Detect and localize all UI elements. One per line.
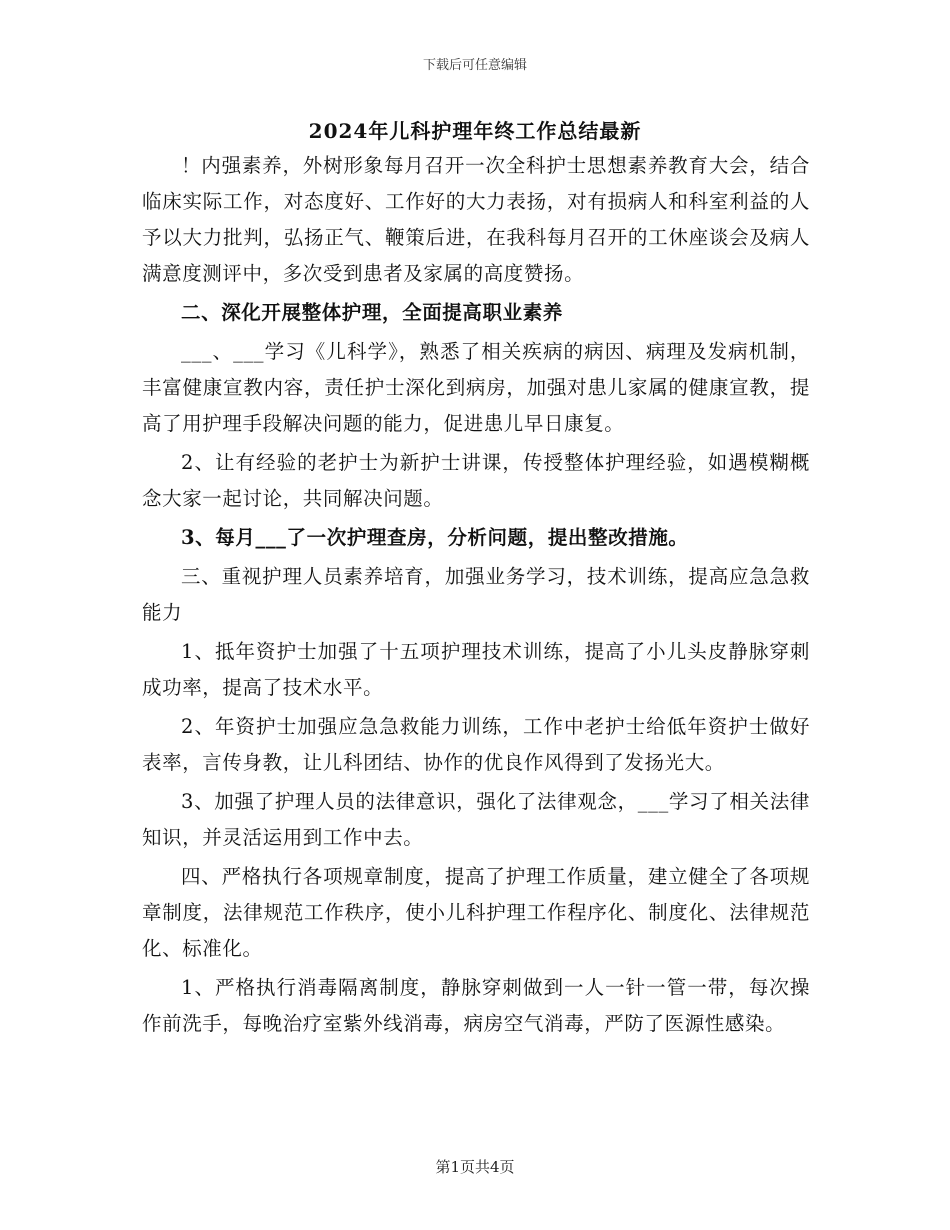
section-heading-4: 四、严格执行各项规章制度，提高了护理工作质量，建立健全了各项规章制度，法律规范工作秩序，使小儿科护理工作程序化、制度化、法律规范化、标准化。: [142, 865, 810, 960]
download-note: 下载后可任意编辑: [422, 58, 527, 73]
section-heading-2: 二、深化开展整体护理，全面提高职业素养: [181, 301, 563, 324]
document-body: [142, 148, 810, 1045]
paragraph-technical-training: 1、抵年资护士加强了十五项护理技术训练，提高了小儿头皮静脉穿刺成功率，提高了技术水平。: [142, 640, 810, 699]
paragraph-legal-awareness: 3、加强了护理人员的法律意识，强化了法律观念，___学习了相关法律知识，并灵活运用到工作中去。: [142, 790, 810, 849]
paragraph-internal-quality: ！内强素养，外树形象每月召开一次全科护士思想素养教育大会，结合临床实际工作，对态度好、工作好的大力表扬，对有损病人和科室利益的人予以大力批判，弘扬正气、鞭策后进，在我科每月召开的工休座谈会及病人满意度测评中，多次受到患者及家属的高度赞扬。: [142, 154, 810, 285]
paragraph-senior-nurse-lectures: 2、让有经验的老护士为新护士讲课，传授整体护理经验，如遇模糊概念大家一起讨论，共同解决问题。: [142, 451, 810, 510]
paragraph-study-pediatrics: ___、___学习《儿科学》，熟悉了相关疾病的病因、病理及发病机制，丰富健康宣教内容，责任护士深化到病房，加强对患儿家属的健康宣教，提高了用护理手段解决问题的能力，促进患儿早日康复。: [142, 340, 810, 435]
paragraph-emergency-training: 2、年资护士加强应急急救能力训练，工作中老护士给低年资护士做好表率，言传身教，让儿科团结、协作的优良作风得到了发扬光大。: [142, 715, 810, 774]
section-heading-3: 三、重视护理人员素养培育，加强业务学习，技术训练，提高应急急救能力: [142, 565, 810, 624]
page-number: 第1页共4页: [435, 1158, 515, 1176]
paragraph-monthly-rounds: 3、每月___了一次护理查房，分析问题，提出整改措施。: [181, 526, 689, 549]
document-title: 2024年儿科护理年终工作总结最新: [308, 119, 642, 143]
paragraph-disinfection: 1、严格执行消毒隔离制度，静脉穿刺做到一人一针一管一带，每次操作前洗手，每晚治疗室紫外线消毒，病房空气消毒，严防了医源性感染。: [142, 976, 810, 1035]
